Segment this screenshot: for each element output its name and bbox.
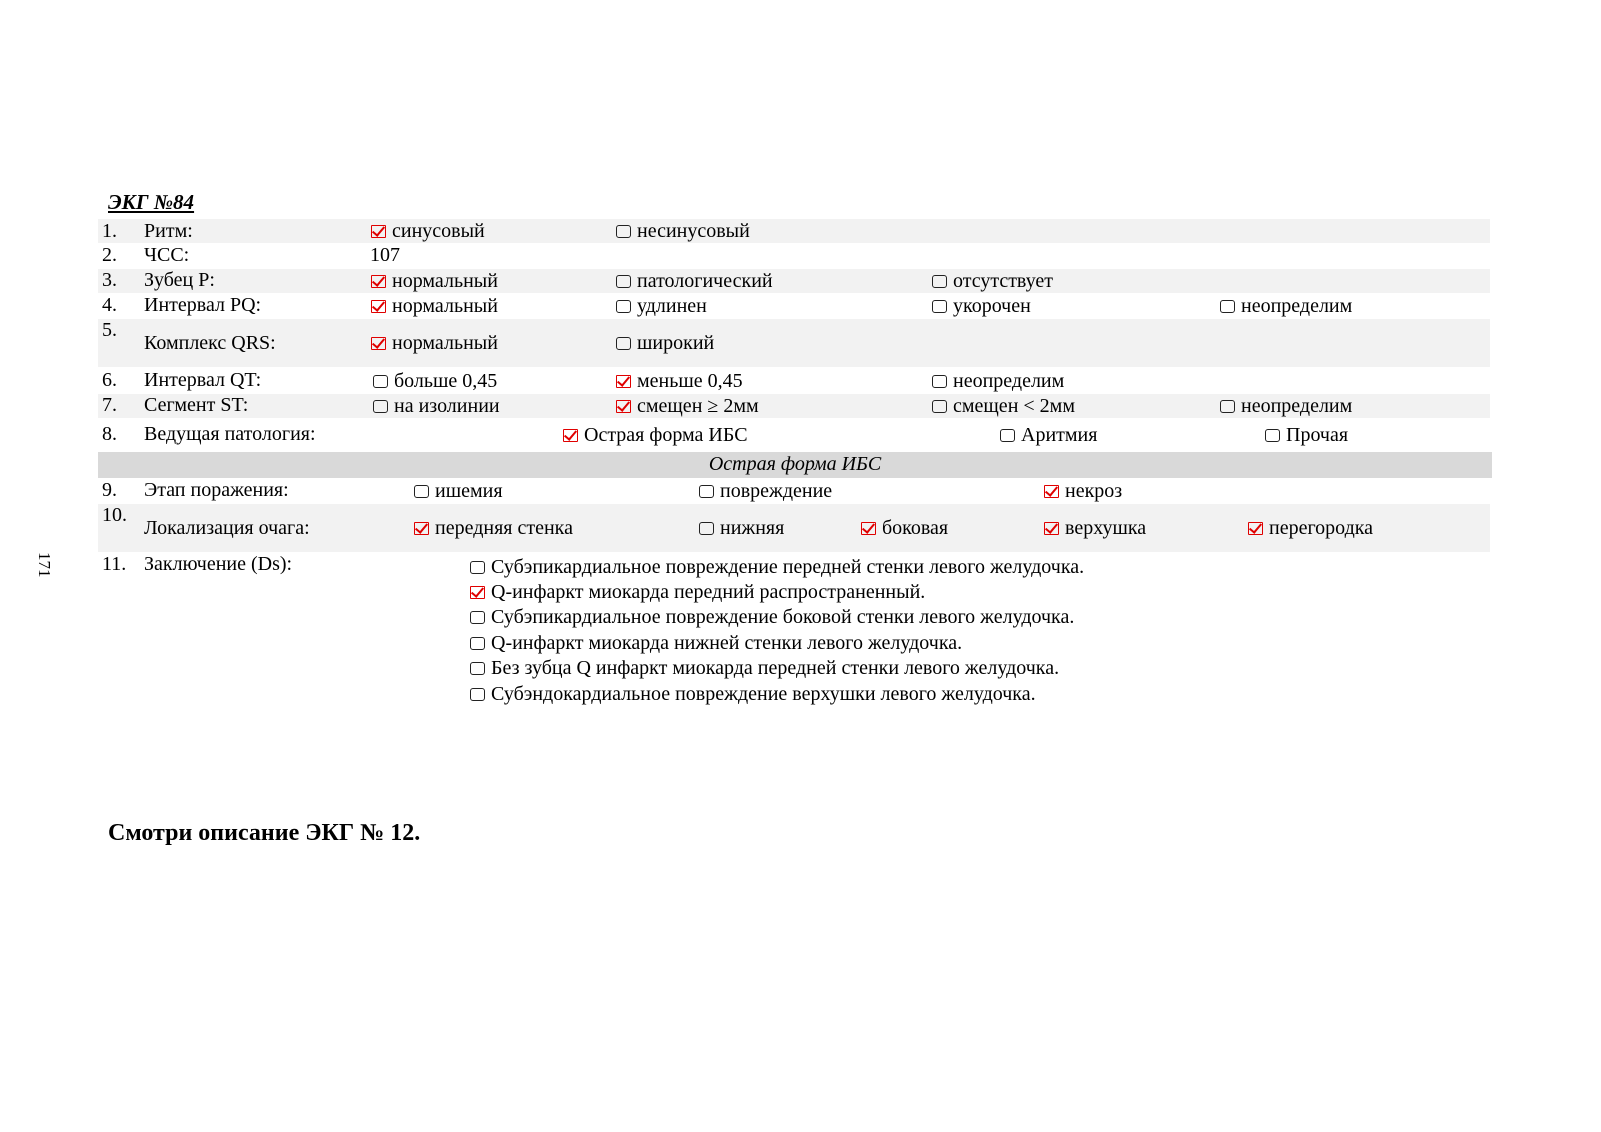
option-inferior[interactable] [699,517,784,540]
checkbox-icon[interactable] [373,375,388,388]
checkbox-icon[interactable] [470,688,485,701]
heart-rate-value: 107 [370,244,400,266]
checkbox-icon[interactable] [373,400,388,413]
option-label: Острая форма ИБС [584,424,748,446]
checkbox-checked-icon[interactable] [1044,485,1059,498]
option-anterior-wall[interactable] [414,517,573,540]
row-label: Этап поражения: [144,479,289,501]
row-leading-pathology [98,423,1490,447]
row-number: 5. [102,319,117,341]
option-label: нижняя [720,517,785,539]
option-label: несинусовый [637,220,750,242]
option-label: повреждение [720,480,833,502]
conclusion-option-6[interactable] [470,683,1036,706]
checkbox-icon[interactable] [932,275,947,288]
checkbox-icon[interactable] [932,300,947,313]
option-label: меньше 0,45 [637,370,743,392]
option-label: неопределим [1241,395,1353,417]
row-number: 9. [102,479,117,501]
row-number: 4. [102,294,117,316]
checkbox-checked-icon[interactable] [616,400,631,413]
row-number: 8. [102,423,117,445]
checkbox-checked-icon[interactable] [371,275,386,288]
checkbox-icon[interactable] [470,637,485,650]
checkbox-checked-icon[interactable] [414,522,429,535]
option-sinus[interactable] [371,220,485,243]
checkbox-icon[interactable] [470,561,485,574]
option-label: синусовый [392,220,485,242]
option-label: нормальный [392,270,498,292]
checkbox-checked-icon[interactable] [563,429,578,442]
conclusion-option-1[interactable] [470,556,1084,579]
option-label: удлинен [637,295,707,317]
conclusion-option-3[interactable] [470,606,1074,629]
option-other[interactable] [1265,424,1348,447]
row-number: 11. [102,553,127,575]
row-label: Комплекс QRS: [144,332,276,354]
row-label: Интервал PQ: [144,294,262,316]
conclusion-text: Субэпикардиальное повреждение передней стенки левого желудочка. [491,556,1085,578]
row-label: Ведущая патология: [144,423,316,445]
option-label: смещен < 2мм [953,395,1075,417]
option-acute-ihd[interactable] [563,424,748,447]
row-heart-rate [98,244,1490,268]
checkbox-icon[interactable] [1265,429,1280,442]
checkbox-icon[interactable] [1000,429,1015,442]
option-shifted-ge-2mm[interactable] [616,395,759,418]
option-label: передняя стенка [435,517,573,539]
option-label: верхушка [1065,517,1147,539]
checkbox-icon[interactable] [932,400,947,413]
option-shortened[interactable] [932,295,1031,318]
option-normal[interactable] [371,295,498,318]
row-number: 1. [102,220,117,242]
row-p-wave [98,269,1490,293]
row-label: Локализация очага: [144,517,310,539]
checkbox-icon[interactable] [616,275,631,288]
row-number: 10. [102,504,127,526]
option-lateral[interactable] [861,517,948,540]
row-label: Ритм: [144,220,193,242]
checkbox-icon[interactable] [470,662,485,675]
row-qt-interval [98,369,1490,393]
option-nonsinus[interactable] [616,220,750,243]
conclusion-text: Без зубца Q инфаркт миокарда передней стенки левого желудочка. [491,657,1060,679]
checkbox-icon[interactable] [470,611,485,624]
conclusion-option-5[interactable] [470,657,1059,680]
option-shifted-lt-2mm[interactable] [932,395,1075,418]
option-wide[interactable] [616,332,714,355]
option-label: Прочая [1286,424,1349,446]
row-label: Сегмент ST: [144,394,249,416]
option-ischemia[interactable] [414,480,503,503]
option-label: перегородка [1269,517,1374,539]
checkbox-checked-icon[interactable] [616,375,631,388]
conclusion-text: Субэпикардиальное повреждение боковой стенки левого желудочка. [491,606,1075,628]
row-lesion-stage [98,479,1490,503]
row-pq-interval [98,294,1490,318]
row-label: Заключение (Ds): [144,553,293,575]
row-st-segment [98,394,1490,418]
option-isoline[interactable] [373,395,500,418]
row-number: 7. [102,394,117,416]
conclusion-text: Субэндокардиальное повреждение верхушки левого желудочка. [491,683,1036,705]
option-arrhythmia[interactable] [1000,424,1097,447]
checkbox-icon[interactable] [616,300,631,313]
option-prolonged[interactable] [616,295,707,318]
option-label: боковая [882,517,949,539]
option-label: больше 0,45 [394,370,498,392]
checkbox-icon[interactable] [1220,300,1235,313]
option-undeterminable[interactable] [1220,295,1352,318]
reference-note: Смотри описание ЭКГ № 12. [108,820,421,846]
checkbox-icon[interactable] [414,485,429,498]
option-septum[interactable] [1248,517,1373,540]
row-qrs-complex [98,319,1490,367]
checkbox-checked-icon[interactable] [861,522,876,535]
conclusion-text: Q-инфаркт миокарда передний распространенный. [491,581,926,603]
option-label: некроз [1065,480,1123,502]
checkbox-checked-icon[interactable] [371,225,386,238]
option-label: нормальный [392,332,498,354]
row-number: 2. [102,244,117,266]
checkbox-checked-icon[interactable] [1044,522,1059,535]
checkbox-checked-icon[interactable] [371,337,386,350]
checkbox-icon[interactable] [932,375,947,388]
option-label: укорочен [953,295,1031,317]
conclusion-text: Q-инфаркт миокарда нижней стенки левого желудочка. [491,632,963,654]
row-rhythm [98,219,1490,243]
checkbox-icon[interactable] [616,337,631,350]
section-header: Острая форма ИБС [98,452,1492,478]
checkbox-checked-icon[interactable] [1248,522,1263,535]
option-less[interactable] [616,370,743,393]
checkbox-icon[interactable] [616,225,631,238]
row-number: 3. [102,269,117,291]
option-normal[interactable] [371,332,498,355]
option-normal[interactable] [371,270,498,293]
option-label: отсутствует [953,270,1054,292]
option-apex[interactable] [1044,517,1146,540]
checkbox-icon[interactable] [1220,400,1235,413]
ecg-title: ЭКГ №84 [108,190,195,214]
checkbox-checked-icon[interactable] [470,586,485,599]
row-label: ЧСС: [144,244,190,266]
option-necrosis[interactable] [1044,480,1122,503]
conclusion-option-4[interactable] [470,632,962,655]
option-undeterminable[interactable] [1220,395,1352,418]
option-more[interactable] [373,370,497,393]
option-label: Аритмия [1021,424,1098,446]
option-label: нормальный [392,295,498,317]
option-injury[interactable] [699,480,832,503]
checkbox-icon[interactable] [699,485,714,498]
conclusion-option-2[interactable] [470,581,925,604]
checkbox-icon[interactable] [699,522,714,535]
page-number: 171 [35,552,54,578]
option-label: смещен ≥ 2мм [637,395,759,417]
option-label: на изолинии [394,395,500,417]
option-undeterminable[interactable] [932,370,1064,393]
option-label: патологический [637,270,773,292]
option-label: широкий [637,332,715,354]
row-focus-location [98,504,1490,552]
option-pathological[interactable] [616,270,773,293]
row-number: 6. [102,369,117,391]
checkbox-checked-icon[interactable] [371,300,386,313]
row-label: Зубец P: [144,269,215,291]
option-label: неопределим [953,370,1065,392]
option-absent[interactable] [932,270,1053,293]
row-label: Интервал QT: [144,369,262,391]
option-label: ишемия [435,480,503,502]
option-label: неопределим [1241,295,1353,317]
